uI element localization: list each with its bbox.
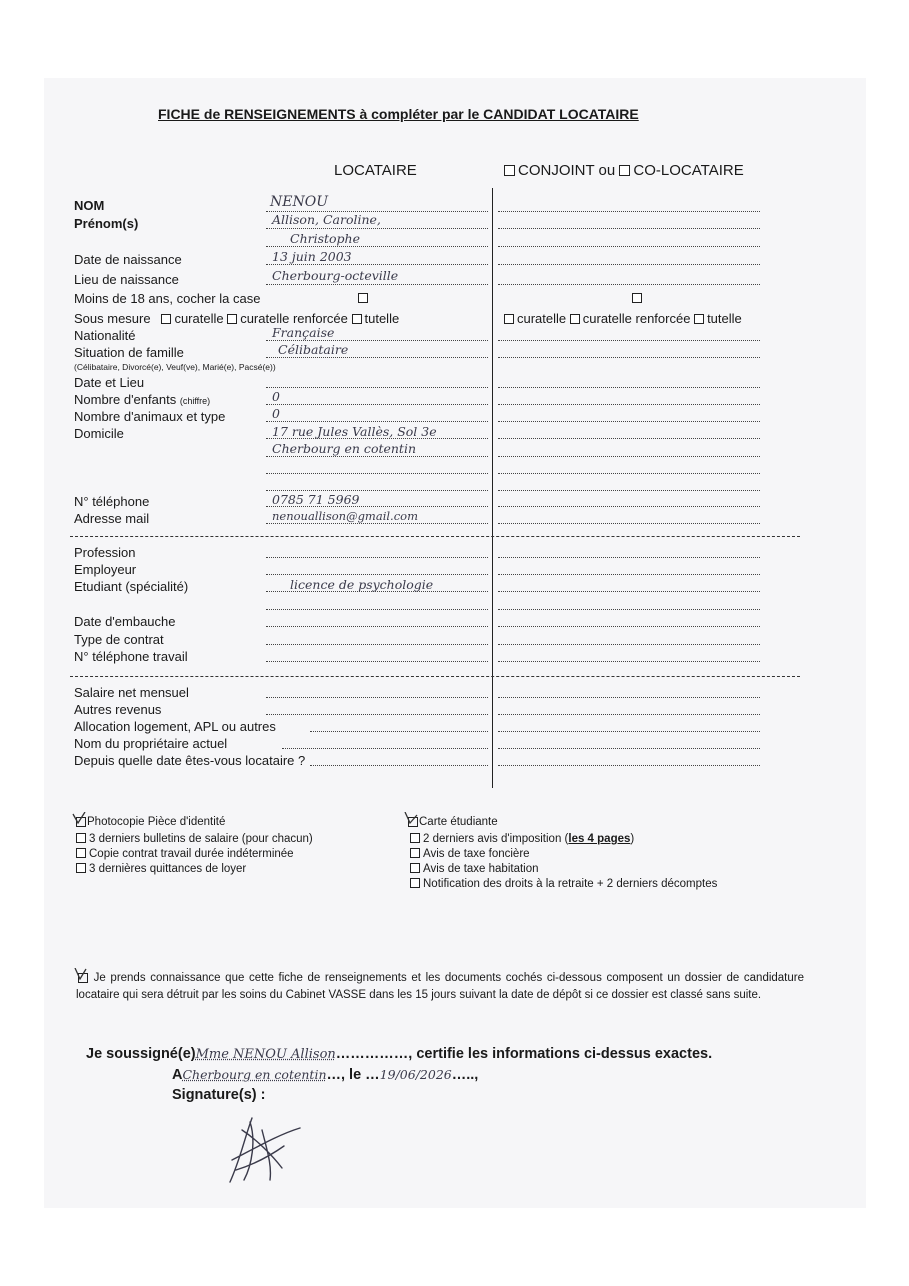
le-label: …, le … xyxy=(326,1067,380,1083)
doc-contrat-travail[interactable] xyxy=(76,848,294,860)
curatelle-renforcee-label: curatelle renforcée xyxy=(240,311,348,326)
value-lieu-naissance[interactable]: Cherbourg-octeville xyxy=(272,268,399,283)
value-domicile-1[interactable]: 17 rue Jules Vallès, Sol 3e xyxy=(272,424,437,439)
colocataire-label: CO-LOCATAIRE xyxy=(633,162,744,179)
doc-label: 3 derniers bulletins de salaire (pour chacun) xyxy=(89,833,313,845)
section-divider xyxy=(70,536,800,537)
label-salaire: Salaire net mensuel xyxy=(74,685,189,700)
label-allocation: Allocation logement, APL ou autres xyxy=(74,719,276,734)
date-tail: ….., xyxy=(451,1067,479,1083)
line-animaux xyxy=(266,421,488,422)
line-domicile-2 xyxy=(266,456,488,457)
doc-label: Notification des droits à la retraite + 2 derniers décomptes xyxy=(423,878,718,890)
curatelle-label: curatelle xyxy=(174,311,224,326)
label-proprietaire: Nom du propriétaire actuel xyxy=(74,736,228,751)
sous-mesure-text: Sous mesure xyxy=(74,311,151,326)
doc-quittances-loyer[interactable] xyxy=(76,863,246,875)
signature-label: Signature(s) : xyxy=(172,1087,266,1103)
label-nationalite: Nationalité xyxy=(74,328,136,343)
label-type-contrat: Type de contrat xyxy=(74,632,164,647)
coloc-checkbox-curatelle[interactable] xyxy=(504,314,514,324)
value-date-naissance[interactable]: 13 juin 2003 xyxy=(272,249,352,264)
coloc-checkbox-tutelle[interactable] xyxy=(694,314,704,324)
coloc-line-employeur xyxy=(498,574,760,575)
line-depuis xyxy=(310,765,488,766)
line-type-contrat xyxy=(266,644,488,645)
checked-checkbox[interactable] xyxy=(74,816,85,826)
section-divider xyxy=(70,676,800,677)
doc-label: 2 derniers avis d'imposition ( xyxy=(423,833,569,845)
value-soussigne-name[interactable]: Mme NENOU Allison xyxy=(195,1047,336,1062)
doc-label: Photocopie Pièce d'identité xyxy=(87,816,226,828)
label-date-naissance: Date de naissance xyxy=(74,252,182,267)
label-nom: NOM xyxy=(74,198,105,213)
checkbox-curatelle-renforcee[interactable] xyxy=(227,314,237,324)
form-title: FICHE de RENSEIGNEMENTS à compléter par le CANDIDAT LOCATAIRE xyxy=(158,106,639,122)
doc-carte-etudiante[interactable] xyxy=(406,816,498,828)
checkbox[interactable] xyxy=(410,863,420,873)
line-proprietaire xyxy=(282,748,488,749)
line-date-embauche xyxy=(266,626,488,627)
coloc-line-etudiant-2 xyxy=(498,609,760,610)
label-domicile: Domicile xyxy=(74,426,124,441)
line-prenom-2 xyxy=(266,246,488,247)
label-nombre-enfants xyxy=(74,392,210,407)
declaration-text xyxy=(76,970,804,1004)
value-telephone[interactable]: 0785 71 5969 xyxy=(272,492,360,507)
value-situation[interactable]: Célibataire xyxy=(278,342,349,357)
coloc-line-prenom-2 xyxy=(498,246,760,247)
label-situation-famille: Situation de famille xyxy=(74,345,184,360)
checkbox[interactable] xyxy=(410,878,420,888)
doc-label: Carte étudiante xyxy=(419,816,498,828)
column-divider xyxy=(492,188,493,788)
checkbox[interactable] xyxy=(76,863,86,873)
coloc-line-nationalite xyxy=(498,340,760,341)
value-prenom-2[interactable]: Christophe xyxy=(290,231,361,246)
line-profession xyxy=(266,557,488,558)
doc-label-emphasis: les 4 pages xyxy=(568,833,631,845)
declaration-body: Je prends connaissance que cette fiche de renseignements et les documents cochés ci-dessous composent un dossier de candidature locataire qui sera détruit par les soins du Cabinet VASSE dans les 15 jours suivant la date de dépôt si ce dossier est classé sans suite. xyxy=(76,972,804,1001)
doc-retraite[interactable] xyxy=(410,878,717,890)
label-profession: Profession xyxy=(74,545,136,560)
soussigne-line xyxy=(86,1046,712,1062)
label-tel-travail: N° téléphone travail xyxy=(74,649,188,664)
doc-label: Avis de taxe foncière xyxy=(423,848,530,860)
checkbox-moins-18-colocataire[interactable] xyxy=(632,293,642,303)
doc-bulletins-salaire[interactable] xyxy=(76,833,313,845)
coloc-line-allocation xyxy=(498,731,760,732)
coloc-line-proprietaire xyxy=(498,748,760,749)
line-date-lieu xyxy=(266,387,488,388)
coloc-line-domicile-3 xyxy=(498,473,760,474)
doc-piece-identite[interactable] xyxy=(74,816,225,828)
tutelle-label: tutelle xyxy=(364,311,400,326)
line-autres-revenus xyxy=(266,714,488,715)
value-etudiant[interactable]: licence de psychologie xyxy=(290,577,434,592)
line-situation xyxy=(266,357,488,358)
doc-label: 3 dernières quittances de loyer xyxy=(89,863,247,875)
coloc-line-situation xyxy=(498,357,760,358)
checkbox[interactable] xyxy=(410,848,420,858)
value-prenom-1[interactable]: Allison, Caroline, xyxy=(272,212,381,227)
label-date-embauche: Date d'embauche xyxy=(74,614,176,629)
line-domicile-4 xyxy=(266,490,488,491)
coloc-line-prenom xyxy=(498,228,760,229)
label-mail: Adresse mail xyxy=(74,511,150,526)
checked-checkbox[interactable] xyxy=(406,816,417,826)
line-employeur xyxy=(266,574,488,575)
lieu-date-line xyxy=(172,1067,478,1083)
line-date-naissance xyxy=(266,264,488,265)
line-domicile-3 xyxy=(266,473,488,474)
handwritten-signature xyxy=(222,1110,302,1190)
checkbox-moins-18-locataire[interactable] xyxy=(358,293,368,303)
doc-label: Avis de taxe habitation xyxy=(423,863,539,875)
checkbox-colocataire[interactable] xyxy=(619,165,630,176)
label-prenom: Prénom(s) xyxy=(74,216,139,231)
value-nom[interactable]: NENOU xyxy=(270,194,328,210)
value-nationalite[interactable]: Française xyxy=(272,325,335,340)
checkbox[interactable] xyxy=(410,833,420,843)
line-tel-travail xyxy=(266,661,488,662)
coloc-line-domicile-2 xyxy=(498,456,760,457)
conjoint-label: CONJOINT ou xyxy=(518,162,616,179)
label-etudiant: Etudiant (spécialité) xyxy=(74,579,189,594)
line-enfants xyxy=(266,404,488,405)
coloc-line-depuis xyxy=(498,765,760,766)
coloc-line-nom xyxy=(498,211,760,212)
coloc-line-enfants xyxy=(498,404,760,405)
coloc-line-lieu-naissance xyxy=(498,284,760,285)
checkbox[interactable] xyxy=(76,848,86,858)
line-mail xyxy=(266,523,488,524)
soussigne-suffix: ……………, certifie les informations ci-dessus exactes. xyxy=(335,1046,713,1062)
checkbox-conjoint[interactable] xyxy=(504,165,515,176)
coloc-curatelle-renforcee-label: curatelle renforcée xyxy=(582,311,691,326)
soussigne-label: Je soussigné(e) xyxy=(86,1046,196,1062)
label-autres-revenus: Autres revenus xyxy=(74,702,162,717)
label-sous-mesure xyxy=(74,311,399,326)
coloc-line-type-contrat xyxy=(498,644,760,645)
coloc-sous-mesure xyxy=(504,311,742,326)
checkbox[interactable] xyxy=(76,833,86,843)
line-allocation xyxy=(310,731,488,732)
line-etudiant-2 xyxy=(266,609,488,610)
doc-label: Copie contrat travail durée indéterminée xyxy=(89,848,294,860)
doc-taxe-habitation[interactable] xyxy=(410,863,539,875)
coloc-line-tel-travail xyxy=(498,661,760,662)
coloc-line-date-naissance xyxy=(498,264,760,265)
column-header-conjoint xyxy=(504,162,744,179)
coloc-line-date-lieu xyxy=(498,387,760,388)
coloc-line-telephone xyxy=(498,506,760,507)
declaration-checkbox[interactable] xyxy=(76,972,87,982)
coloc-curatelle-label: curatelle xyxy=(517,311,567,326)
label-employeur: Employeur xyxy=(74,562,137,577)
coloc-line-autres-revenus xyxy=(498,714,760,715)
a-label: A xyxy=(172,1067,183,1083)
coloc-line-etudiant xyxy=(498,591,760,592)
line-nationalite xyxy=(266,340,488,341)
coloc-line-domicile-1 xyxy=(498,438,760,439)
label-moins-18: Moins de 18 ans, cocher la case xyxy=(74,291,261,306)
nombre-enfants-text: Nombre d'enfants xyxy=(74,392,177,407)
doc-label-tail: ) xyxy=(630,833,635,845)
coloc-checkbox-curatelle-renforcee[interactable] xyxy=(570,314,580,324)
line-lieu-naissance xyxy=(266,284,488,285)
label-lieu-naissance: Lieu de naissance xyxy=(74,272,179,287)
chiffre-note: (chiffre) xyxy=(179,396,211,406)
value-enfants[interactable]: 0 xyxy=(272,389,280,404)
coloc-line-profession xyxy=(498,557,760,558)
value-animaux[interactable]: 0 xyxy=(272,406,280,421)
doc-avis-imposition[interactable] xyxy=(410,833,634,845)
label-animaux: Nombre d'animaux et type xyxy=(74,409,226,424)
label-date-lieu: Date et Lieu xyxy=(74,375,145,390)
coloc-line-salaire xyxy=(498,697,760,698)
coloc-line-mail xyxy=(498,523,760,524)
value-lieu[interactable]: Cherbourg en cotentin xyxy=(182,1067,327,1082)
line-salaire xyxy=(266,697,488,698)
situation-note: (Célibataire, Divorcé(e), Veuf(ve), Marié(e), Pacsé(e)) xyxy=(74,362,276,372)
coloc-line-animaux xyxy=(498,421,760,422)
form-sheet xyxy=(44,78,866,1208)
coloc-tutelle-label: tutelle xyxy=(707,311,742,326)
line-prenom xyxy=(266,228,488,229)
coloc-line-date-embauche xyxy=(498,626,760,627)
coloc-line-domicile-4 xyxy=(498,490,760,491)
column-header-locataire: LOCATAIRE xyxy=(334,162,417,179)
value-domicile-2[interactable]: Cherbourg en cotentin xyxy=(272,441,417,456)
label-telephone: N° téléphone xyxy=(74,494,150,509)
label-depuis: Depuis quelle date êtes-vous locataire ? xyxy=(74,753,306,768)
value-date[interactable]: 19/06/2026 xyxy=(379,1067,452,1082)
value-mail[interactable]: nenouallison@gmail.com xyxy=(272,509,418,523)
checkbox-tutelle[interactable] xyxy=(352,314,362,324)
checkbox-curatelle[interactable] xyxy=(161,314,171,324)
doc-taxe-fonciere[interactable] xyxy=(410,848,530,860)
